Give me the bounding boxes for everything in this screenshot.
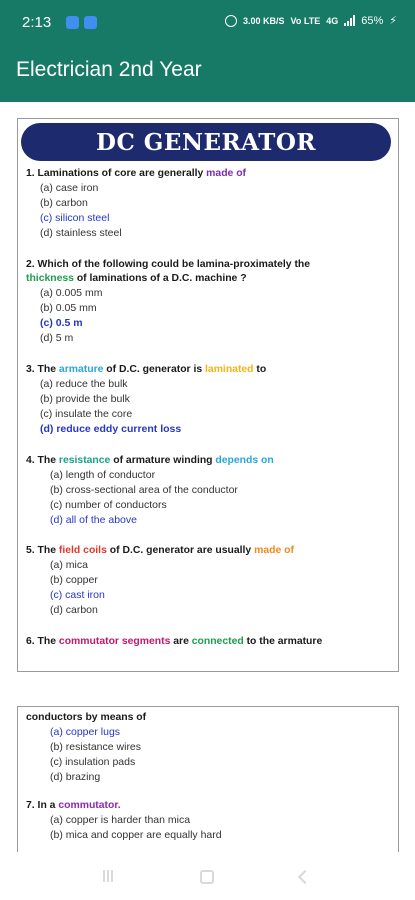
question-text: 7. In a commutator. xyxy=(26,800,121,811)
question-6-continued xyxy=(26,711,396,785)
recents-icon[interactable] xyxy=(103,870,113,882)
network-type: 4G xyxy=(326,15,339,26)
document-page-1 xyxy=(17,118,399,672)
options-list xyxy=(26,558,396,618)
option: (b) carbon xyxy=(40,197,88,209)
option: (a) case iron xyxy=(40,182,99,194)
options-list xyxy=(26,725,396,785)
answer-option: (d) reduce eddy current loss xyxy=(40,423,182,435)
option: (b) mica and copper are equally hard xyxy=(50,829,222,841)
option: (b) cross-sectional area of the conductor xyxy=(50,484,238,496)
status-indicators xyxy=(225,14,397,27)
question-2 xyxy=(26,258,396,346)
system-nav-bar xyxy=(0,852,415,900)
option: (b) copper xyxy=(50,574,98,586)
options-list xyxy=(26,468,396,528)
question-text: 6. The commutator segments are connected to the armature xyxy=(26,636,323,647)
answer-option: (c) silicon steel xyxy=(40,212,110,224)
option: (b) 0.05 mm xyxy=(40,302,97,314)
alarm-icon xyxy=(225,15,237,27)
status-bar xyxy=(0,0,415,44)
question-6 xyxy=(26,635,396,649)
volte-indicator: Vo LTE xyxy=(290,15,321,26)
answer-option: (c) 0.5 m xyxy=(40,317,83,329)
question-7 xyxy=(26,799,396,843)
option: (a) 0.005 mm xyxy=(40,287,103,299)
options-list xyxy=(26,813,396,843)
option: (d) brazing xyxy=(50,771,101,783)
option: (c) insulate the core xyxy=(40,408,133,420)
question-text: 3. The armature of D.C. generator is laminated to xyxy=(26,364,267,375)
question-text-cont: conductors by means of xyxy=(26,712,147,723)
option: (a) length of conductor xyxy=(50,469,156,481)
options-list xyxy=(26,286,396,346)
battery-level: 65% xyxy=(361,14,384,27)
charging-icon: ⚡ xyxy=(389,15,397,27)
question-3 xyxy=(26,363,396,437)
option: (a) copper is harder than mica xyxy=(50,814,191,826)
banner-title: DC GENERATOR xyxy=(96,128,316,156)
question-text: 5. The field coils of D.C. generator are usually made of xyxy=(26,545,294,556)
answer-option: (c) cast iron xyxy=(50,589,105,601)
page-banner xyxy=(21,123,391,161)
option: (c) insulation pads xyxy=(50,756,136,768)
back-icon[interactable] xyxy=(298,870,312,884)
network-speed: 3.00 KB/S xyxy=(242,15,285,26)
answer-option: (a) copper lugs xyxy=(50,726,121,738)
home-icon[interactable] xyxy=(200,870,214,884)
option: (b) resistance wires xyxy=(50,741,142,753)
option: (b) provide the bulk xyxy=(40,393,130,405)
question-text: 2. Which of the following could be lamina-proximately the xyxy=(26,259,311,270)
option: (a) mica xyxy=(50,559,88,571)
options-list xyxy=(26,377,396,437)
option: (d) stainless steel xyxy=(40,227,122,239)
answer-option: (d) all of the above xyxy=(50,514,137,526)
question-text: 4. The resistance of armature winding depends on xyxy=(26,455,274,466)
option: (c) number of conductors xyxy=(50,499,167,511)
option: (d) 5 m xyxy=(40,332,74,344)
app-title: Electrician 2nd Year xyxy=(16,58,202,81)
question-text-cont: thickness of laminations of a D.C. machine ? xyxy=(26,273,247,284)
app-bar xyxy=(0,44,415,102)
option: (a) reduce the bulk xyxy=(40,378,128,390)
notification-settings-icon xyxy=(84,16,97,29)
question-1 xyxy=(26,167,396,241)
options-list xyxy=(26,181,396,241)
signal-icon xyxy=(344,15,355,26)
status-time: 2:13 xyxy=(22,14,52,31)
question-4 xyxy=(26,454,396,528)
question-5 xyxy=(26,544,396,618)
question-text: 1. Laminations of core are generally made of xyxy=(26,168,247,179)
notification-app-icon xyxy=(66,16,79,29)
option: (d) carbon xyxy=(50,604,98,616)
document-page-2 xyxy=(17,706,399,852)
